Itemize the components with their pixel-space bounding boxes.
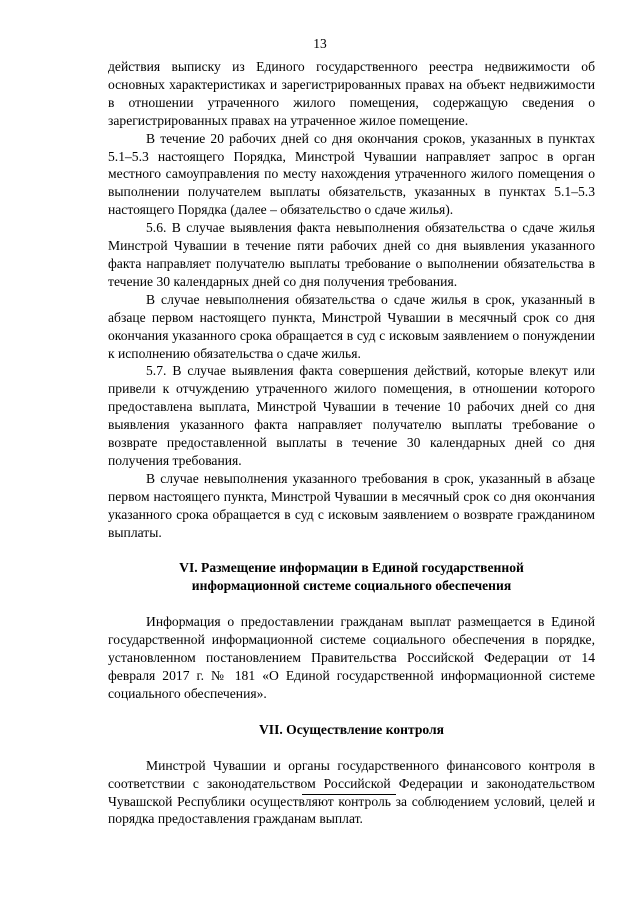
page-number: 13: [313, 36, 327, 51]
paragraph-request-term: В течение 20 рабочих дней со дня окончания сроков, указанных в пунктах 5.1–5.3 настоящего Порядка, Минстрой Чувашии направляет запрос в орган местного самоуправления по месту нахождения утраченного жилого помещения о выполнении получателем выплаты обязательств, указанных в пунктах 5.1–5.3 настоящего Порядка (далее – обязательство о сдаче жилья).: [108, 130, 595, 218]
section-6-heading-line-2: информационной системе социального обеспечения: [191, 578, 512, 594]
section-6-heading-line-1: VI. Размещение информации в Единой государственной: [179, 560, 524, 576]
spacer: [108, 703, 595, 721]
paragraph-5-6: 5.6. В случае выявления факта невыполнения обязательства о сдаче жилья Минстрой Чувашии в течение пяти рабочих дней со дня выявления указанного факта направляет получателю выплаты требование о выполнении обязательства в течение 30 календарных дней со дня получения требования.: [108, 220, 595, 289]
section-7-paragraph: Минстрой Чувашии и органы государственного финансового контроля в соответствии с законодательством Российской Федерации и законодательством Чувашской Республики осуществляют контроль за соблюдением условий, целей и порядка предоставления гражданам выплат.: [108, 757, 595, 827]
section-7-heading: VII. Осуществление контроля: [258, 721, 444, 737]
spacer: [108, 739, 595, 757]
closing-divider: [302, 794, 396, 795]
paragraph-continued: действия выписку из Единого государственного реестра недвижимости об основных характеристиках и зарегистрированных правах на объект недвижимости в отношении утраченного жилого помещения, содержащую сведения о зарегистрированных правах на утраченное жилое помещение.: [108, 59, 595, 128]
spacer: [108, 595, 595, 613]
paragraph-5-7: 5.7. В случае выявления факта совершения действий, которые влекут или привели к отчуждению утраченного жилого помещения, в отношении которого предоставлена выплата, Минстрой Чувашии в течение 10 рабочих дней со дня выявления указанного факта направляет получателю выплаты требование о возврате предоставленной выплаты в течение 30 календарных дней со дня получения требования.: [108, 363, 595, 468]
section-6-paragraph: Информация о предоставлении гражданам выплат размещается в Единой государственной информационной системе социального обеспечения в порядке, установленном постановлением Правительства Российской Федерации от 14 февраля 2017 г. № 181 «О Единой государственной информационной системе социального обеспечения».: [108, 614, 595, 701]
paragraph-5-6-court: В случае невыполнения обязательства о сдаче жилья в срок, указанный в абзаце первом настоящего пункта, Минстрой Чувашии в месячный срок со дня окончания указанного срока обращается в суд с исковым заявлением о понуждении к исполнению обязательства о сдаче жилья.: [108, 291, 595, 361]
document-body: [108, 58, 595, 828]
spacer: [108, 541, 595, 559]
paragraph-5-7-court: В случае невыполнения указанного требования в срок, указанный в абзаце первом настоящего пункта, Минстрой Чувашии в месячный срок со дня окончания указанного срока обращается в суд с исковым заявлением о возврате гражданином выплаты.: [108, 470, 595, 540]
